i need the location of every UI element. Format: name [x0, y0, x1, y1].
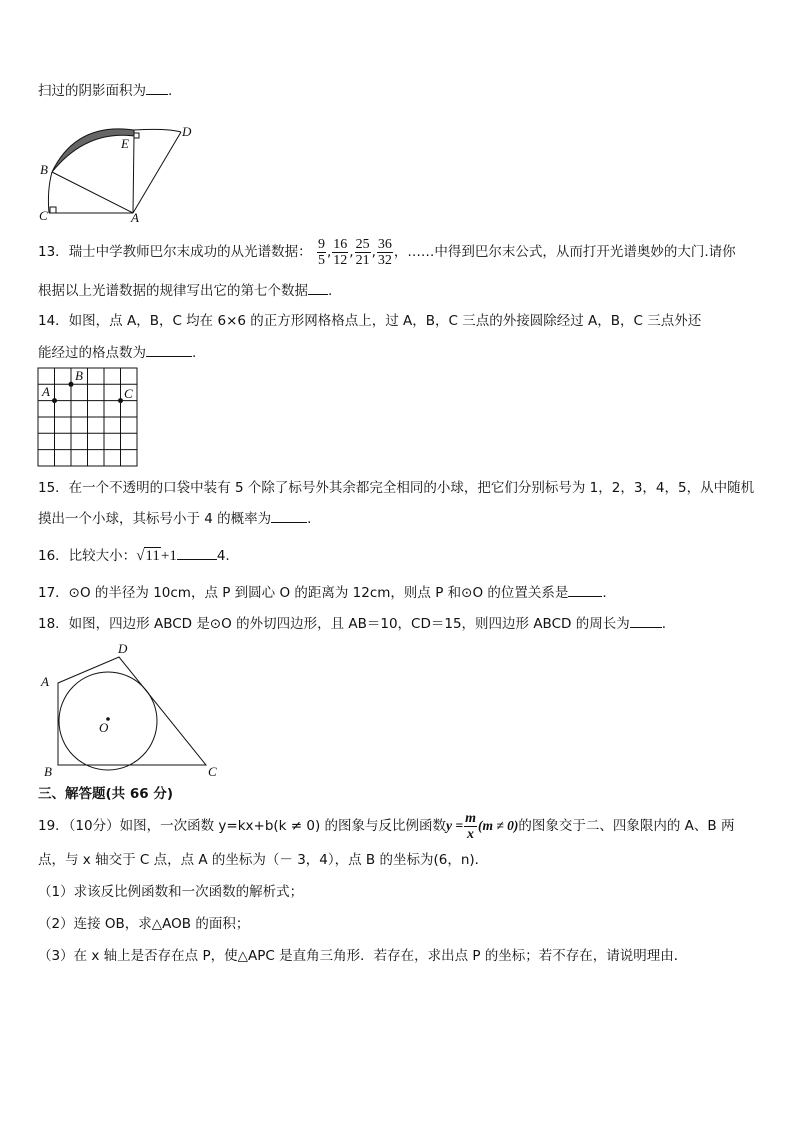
label-b: B — [44, 764, 52, 779]
q19-line1: 19．（10分）如图，一次函数 y=kx+b(k ≠ 0) 的图象与反比例函数y = $\frac{m}{x}$ (m ≠ 0)的图象交于二、四象限内的 A、B 两 — [38, 810, 735, 842]
segment-da — [133, 132, 181, 213]
figure-14-grid — [36, 366, 140, 468]
q19-line2: 点，与 x 轴交于 C 点，点 A 的坐标为（－ 3，4），点 B 的坐标为(6，n)． — [38, 852, 489, 868]
q15-line1: 15．在一个不透明的口袋中装有 5 个除了标号外其余都完全相同的小球，把它们分别标号为 1，2，3，4，5，从中随机 — [38, 480, 755, 496]
q12-line — [38, 80, 172, 101]
right-angle-mark-e — [134, 133, 139, 138]
point-b — [69, 382, 74, 387]
segment-ea — [133, 136, 134, 213]
q12-text: 扫过的阴影面积为 — [38, 83, 146, 99]
q16-line: 16．比较大小：√11+1 4. — [38, 545, 230, 566]
label-a: A — [131, 210, 139, 224]
question-number: 13． — [38, 244, 69, 260]
q15-line2: 摸出一个小球，其标号小于 4 的概率为 . — [38, 508, 311, 529]
answer-blank — [146, 342, 192, 357]
answer-blank — [177, 545, 217, 560]
label-b: B — [40, 162, 48, 177]
point-c — [118, 398, 123, 403]
answer-blank — [630, 613, 662, 628]
label-d: D — [182, 124, 192, 139]
sqrt-expression: √11+1 — [136, 548, 177, 564]
q19-part2: （2）连接 OB，求△AOB 的面积； — [38, 916, 250, 932]
label-c: C — [208, 764, 217, 779]
fraction-2: $\frac{16}{12}$ — [333, 236, 348, 268]
fraction-3: $\frac{25}{21}$ — [355, 236, 370, 268]
quadrilateral-abcd — [58, 657, 206, 765]
q13-text2: ，……中得到巴尔末公式，从而打开光谱奥妙的大门.请你 — [393, 244, 736, 260]
arc-bd — [134, 129, 181, 132]
label-c: C — [39, 208, 48, 223]
label-a: A — [41, 674, 49, 689]
label-d: D — [118, 641, 128, 656]
q19-part3: （3）在 x 轴上是否存在点 P，使△APC 是直角三角形．若存在，求出点 P 的坐标；若不存在，请说明理由． — [38, 948, 688, 964]
grid-lines — [38, 368, 137, 466]
right-angle-mark-c — [50, 207, 56, 213]
label-b: B — [75, 368, 83, 383]
label-e: E — [121, 136, 129, 151]
period: . — [168, 83, 173, 99]
figure-18 — [36, 640, 226, 780]
q13-text: 瑞士中学教师巴尔末成功的从光谱数据： — [68, 244, 312, 260]
section-title: 三、解答题(共 66 分) — [38, 786, 174, 802]
q14-line1: 14．如图，点 A，B，C 均在 6×6 的正方形网格格点上，过 A，B，C 三点的外接圆除经过 A，B，C 三点外还 — [38, 313, 702, 329]
q13-line2: 根据以上光谱数据的规律写出它的第七个数据 . — [38, 280, 332, 301]
answer-blank — [146, 80, 168, 95]
q18-line: 18．如图，四边形 ABCD 是⊙O 的外切四边形，且 AB＝10，CD＝15，则四边形 ABCD 的周长为 . — [38, 613, 666, 634]
condition: (m ≠ 0) — [477, 818, 519, 833]
label-c: C — [124, 386, 133, 401]
q19-part1: （1）求该反比例函数和一次函数的解析式； — [38, 884, 304, 900]
point-a — [52, 398, 57, 403]
fraction-m-over-x: $\frac{m}{x}$ — [465, 810, 476, 842]
answer-blank — [271, 508, 307, 523]
figure-12 — [36, 120, 206, 224]
fraction-4: $\frac{36}{32}$ — [377, 236, 392, 268]
answer-blank — [568, 582, 602, 597]
y-equals: y = — [446, 818, 464, 833]
label-o: O — [99, 720, 109, 735]
label-a: A — [42, 384, 50, 399]
segment-ba — [52, 172, 133, 213]
q17-line: 17．⊙O 的半径为 10cm，点 P 到圆心 O 的距离为 12cm，则点 P 和⊙O 的位置关系是 . — [38, 582, 607, 603]
q14-line2: 能经过的格点数为 . — [38, 342, 196, 363]
fraction-1: $\frac{9}{5}$ — [317, 236, 325, 268]
answer-blank — [308, 280, 328, 295]
q13-line1: 13．瑞士中学教师巴尔末成功的从光谱数据： $\frac{9}{5}$ , $\frac{16}{12}$ , $\frac{25}{21}$ , $\frac{36}{32}$ ，……中得到巴尔末公式，从而打开光谱奥妙的大门.请你 — [38, 236, 736, 268]
